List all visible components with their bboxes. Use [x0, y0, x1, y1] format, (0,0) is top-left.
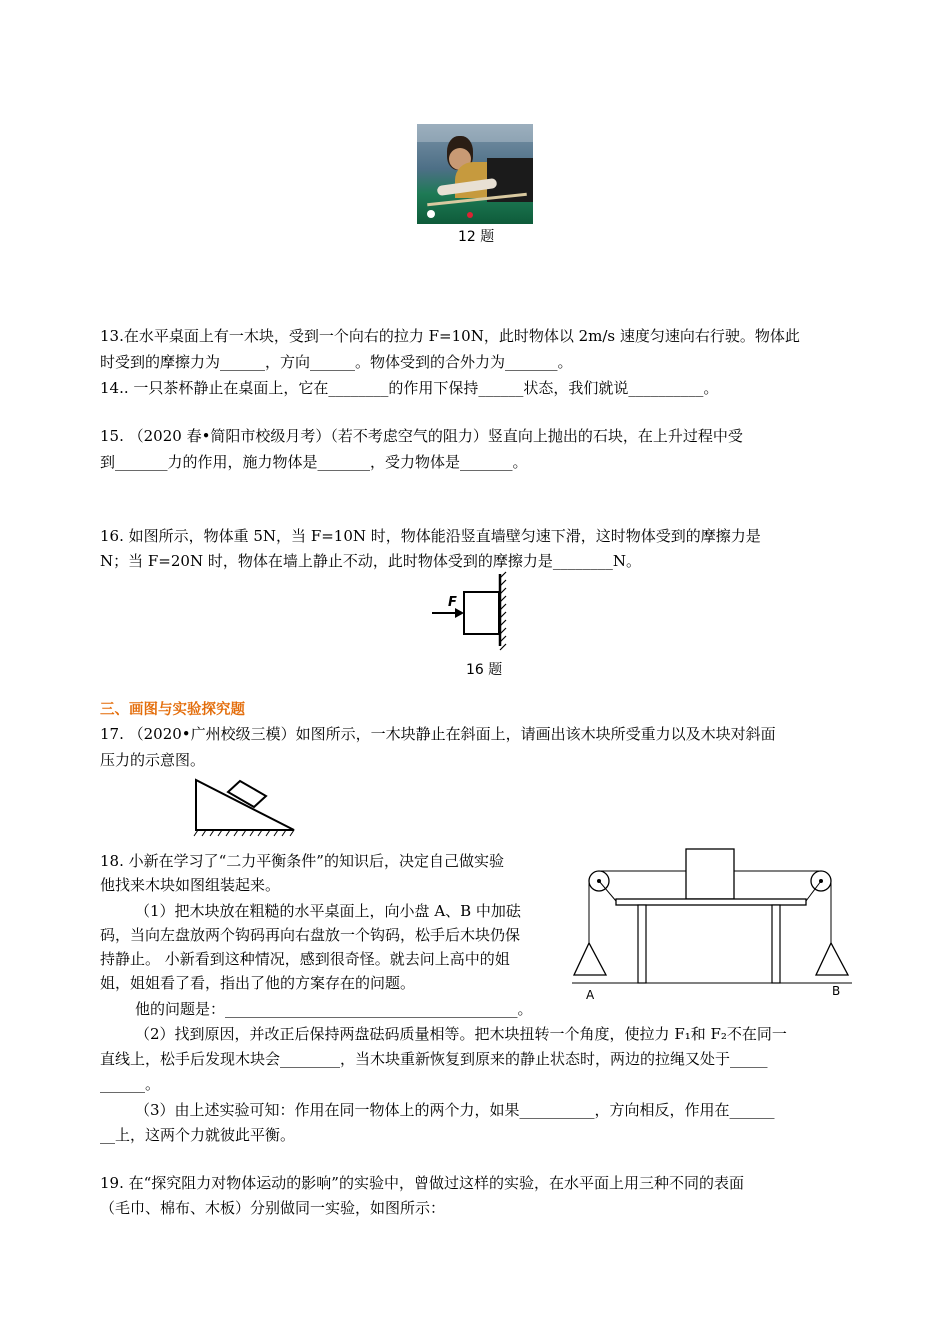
question-16-line-2: N；当 F=20N 时，物体在墙上静止不动，此时物体受到的摩擦力是________N。	[100, 552, 641, 570]
section-3-title: 三、画图与实验探究题	[100, 702, 245, 718]
incline-diagram	[190, 776, 302, 838]
force-label: F	[448, 595, 457, 610]
question-18-p1-line-5: 他的问题是：_______________________________________。	[135, 1000, 533, 1018]
question-19-line-1: 19. 在“探究阻力对物体运动的影响”的实验中，曾做过这样的实验，在水平面上用三种不同的表面	[100, 1174, 744, 1192]
pan-b-label: B	[832, 984, 841, 998]
figure-16-caption: 16 题	[466, 662, 503, 678]
question-18-p3-line-1: （3）由上述实验可知：作用在同一物体上的两个力，如果__________，方向相反，作用在______	[135, 1101, 775, 1119]
question-14-line-1: 14.. 一只茶杯静止在桌面上，它在________的作用下保持______状态，我们就说__________。	[100, 379, 719, 397]
question-16-line-1: 16. 如图所示，物体重 5N，当 F=10N 时，物体能沿竖直墙壁匀速下滑，这时物体受到的摩擦力是	[100, 527, 761, 545]
question-17-line-2: 压力的示意图。	[100, 751, 206, 769]
question-18-p1-line-3: 持静止。 小新看到这种情况，感到很奇怪。就去问上高中的姐	[100, 950, 510, 968]
question-18-line-2: 他找来木块如图组装起来。	[100, 876, 281, 894]
question-13-line-1: 13.在水平桌面上有一木块，受到一个向右的拉力 F=10N，此时物体以 2m/s 速度匀速向右行驶。物体此	[100, 327, 800, 345]
question-19-line-2: （毛巾、棉布、木板）分别做同一实验，如图所示：	[100, 1199, 446, 1217]
figure-12-caption: 12 题	[458, 229, 495, 245]
question-17-line-1: 17. （2020•广州校级三模）如图所示，一木块静止在斜面上，请画出该木块所受重力以及木块对斜面	[100, 725, 776, 743]
question-18-p3-line-2: __上，这两个力就彼此平衡。	[100, 1126, 296, 1144]
snooker-player-photo	[417, 124, 533, 224]
question-15-line-1: 15. （2020 春•简阳市校级月考）（若不考虑空气的阻力）竖直向上抛出的石块，在上升过程中受	[100, 427, 743, 445]
question-18-p2-line-3: ______。	[100, 1075, 161, 1093]
question-18-line-1: 18. 小新在学习了“二力平衡条件”的知识后，决定自己做实验	[100, 852, 504, 870]
question-18-p1-line-4: 姐，姐姐看了看，指出了他的方案存在的问题。	[100, 974, 416, 992]
pan-a-label: A	[586, 988, 595, 1002]
question-18-p1-line-2: 码，当向左盘放两个钩码再向右盘放一个钩码，松手后木块仍保	[100, 926, 521, 944]
balance-apparatus-diagram	[568, 843, 860, 1003]
question-18-p2-line-2: 直线上，松手后发现木块会________，当木块重新恢复到原来的静止状态时，两边的拉绳又处于_____	[100, 1050, 768, 1068]
wall-force-diagram	[428, 570, 518, 680]
question-18-p2-line-1: （2）找到原因，并改正后保持两盘砝码质量相等。把木块扭转一个角度，使拉力 F₁和 F₂不在同一	[135, 1025, 787, 1043]
question-13-line-2: 时受到的摩擦力为______，方向______。物体受到的合外力为_______。	[100, 353, 573, 371]
question-15-line-2: 到_______力的作用，施力物体是_______，受力物体是_______。	[100, 453, 528, 471]
question-18-p1-line-1: （1）把木块放在粗糙的水平桌面上，向小盘 A、B 中加砝	[135, 902, 521, 920]
